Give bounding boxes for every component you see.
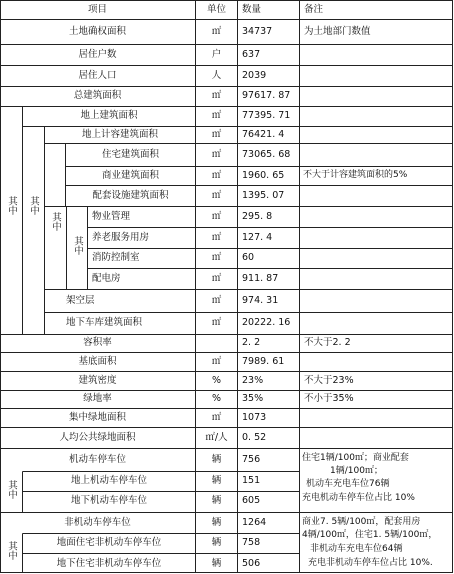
row-name: 地上计容建筑面积: [81, 129, 158, 140]
row-name: 养老服务用房: [92, 232, 150, 243]
parking-note-line: 充电非机动车停车位占比 10%.: [308, 558, 433, 568]
row-quantity: 127. 4: [242, 232, 273, 243]
row-quantity: 0. 52: [242, 432, 267, 443]
row-unit: ㎡: [211, 252, 222, 263]
row-name: 居住户数: [78, 49, 117, 60]
row-quantity: 35%: [242, 393, 264, 404]
row-quantity: 73065. 68: [242, 149, 291, 160]
row-note: 不大于计容建筑面积的5%: [303, 170, 408, 180]
row-quantity: 23%: [242, 375, 264, 386]
row-unit: ㎡: [211, 273, 222, 284]
row-unit: ㎡: [211, 26, 222, 37]
row-quantity: 605: [242, 495, 261, 506]
row-unit: ㎡: [211, 412, 222, 423]
row-name: 建筑密度: [78, 375, 117, 386]
row-quantity: 151: [242, 475, 261, 486]
row-quantity: 20222. 16: [242, 317, 291, 328]
parking-note-line: 机动车充电车位76辆: [306, 479, 390, 489]
row-quantity: 77395. 71: [242, 110, 291, 121]
row-name: 地上建筑面积: [80, 110, 138, 121]
row-unit: 户: [211, 49, 222, 60]
row-name: 地下机动车停车位: [70, 495, 147, 506]
row-unit: ㎡: [211, 232, 222, 243]
row-unit: ㎡: [211, 90, 222, 101]
row-quantity: 506: [242, 558, 261, 569]
row-unit: ㎡: [211, 356, 222, 367]
row-unit: ㎡/人: [205, 432, 228, 443]
row-quantity: 76421. 4: [242, 129, 285, 140]
row-unit: ㎡: [211, 295, 222, 306]
row-name: 地下住宅非机动车停车位: [56, 558, 162, 569]
row-quantity: 1395. 07: [242, 190, 285, 201]
group-label: 其中: [6, 480, 17, 499]
row-quantity: 295. 8: [242, 211, 273, 222]
row-unit: ㎡: [211, 211, 222, 222]
row-quantity: 974. 31: [242, 295, 279, 306]
row-quantity: 60: [242, 252, 255, 263]
row-quantity: 1960. 65: [242, 170, 285, 181]
row-name: 地上机动车停车位: [70, 475, 147, 486]
row-unit: 辆: [211, 495, 222, 506]
row-unit: 人: [211, 70, 222, 81]
parking-note-line: 4辆/100㎡，住宅1. 5辆/100㎡，: [302, 530, 438, 540]
row-unit: 辆: [211, 537, 222, 548]
row-unit: 辆: [211, 517, 222, 528]
parking-note-line: 非机动车充电车位64辆: [310, 544, 403, 554]
header-quantity: 数量: [242, 4, 262, 15]
group-label: 其中: [6, 196, 17, 215]
row-name: 总建筑面积: [73, 90, 122, 101]
row-name: 非机动车停车位: [64, 517, 131, 528]
row-quantity: 911. 87: [242, 273, 279, 284]
parking-note-line: 1辆/100㎡；: [330, 466, 383, 476]
row-name: 消防控制室: [92, 252, 140, 263]
row-name: 配电房: [92, 273, 121, 284]
row-name: 地面住宅非机动车停车位: [56, 537, 162, 548]
row-name: 人均公共绿地面积: [59, 432, 136, 443]
parking-note-line: 充电机动车停车位占比 10%: [302, 493, 415, 503]
row-name: 商业建筑面积: [101, 170, 159, 181]
row-unit: ㎡: [211, 190, 222, 201]
row-unit: ㎡: [211, 317, 222, 328]
row-name: 基底面积: [78, 356, 117, 367]
header-unit: 单位: [206, 4, 226, 15]
parking-note-line: 商业7. 5辆/100㎡，配套用房: [302, 517, 421, 527]
group-label: 其中: [6, 541, 17, 560]
group-label: 其中: [28, 196, 39, 215]
row-unit: %: [211, 393, 222, 404]
row-name: 住宅建筑面积: [101, 149, 159, 160]
row-unit: %: [211, 375, 222, 386]
row-unit: 辆: [211, 454, 222, 465]
row-quantity: 637: [242, 49, 261, 60]
row-quantity: 34737: [242, 26, 273, 37]
row-quantity: 2. 2: [242, 337, 261, 348]
header-item: 项目: [87, 4, 107, 15]
row-unit: 辆: [211, 558, 222, 569]
row-name: 物业管理: [92, 211, 131, 222]
row-name: 绿地率: [83, 393, 112, 404]
row-note: 不大于23%: [304, 375, 354, 386]
row-unit: ㎡: [211, 149, 222, 160]
row-quantity: 7989. 61: [242, 356, 285, 367]
row-note: 不大于2. 2: [304, 337, 351, 348]
row-quantity: 756: [242, 454, 261, 465]
row-quantity: 2039: [242, 70, 267, 81]
row-quantity: 1073: [242, 412, 267, 423]
row-name: 地下车库建筑面积: [66, 317, 143, 328]
row-name: 居住人口: [78, 70, 117, 81]
row-name: 土地确权面积: [68, 26, 126, 37]
group-label: 其中: [72, 236, 83, 255]
row-note: 为土地部门数值: [304, 26, 371, 37]
group-label: 其中: [50, 212, 61, 231]
row-unit: ㎡: [211, 129, 222, 140]
row-unit: 辆: [211, 475, 222, 486]
row-name: 容积率: [83, 337, 112, 348]
header-note: 备注: [304, 4, 324, 15]
row-unit: ㎡: [211, 170, 222, 181]
row-quantity: 1264: [242, 517, 267, 528]
row-name: 配套设施建筑面积: [92, 190, 169, 201]
row-quantity: 758: [242, 537, 261, 548]
row-name: 架空层: [66, 295, 95, 306]
row-name: 机动车停车位: [68, 454, 126, 465]
row-quantity: 97617. 87: [242, 90, 291, 101]
row-unit: ㎡: [211, 110, 222, 121]
row-note: 不小于35%: [304, 393, 354, 404]
parking-note-line: 住宅1辆/100㎡；商业配套: [302, 453, 409, 463]
row-name: 集中绿地面积: [68, 412, 126, 423]
